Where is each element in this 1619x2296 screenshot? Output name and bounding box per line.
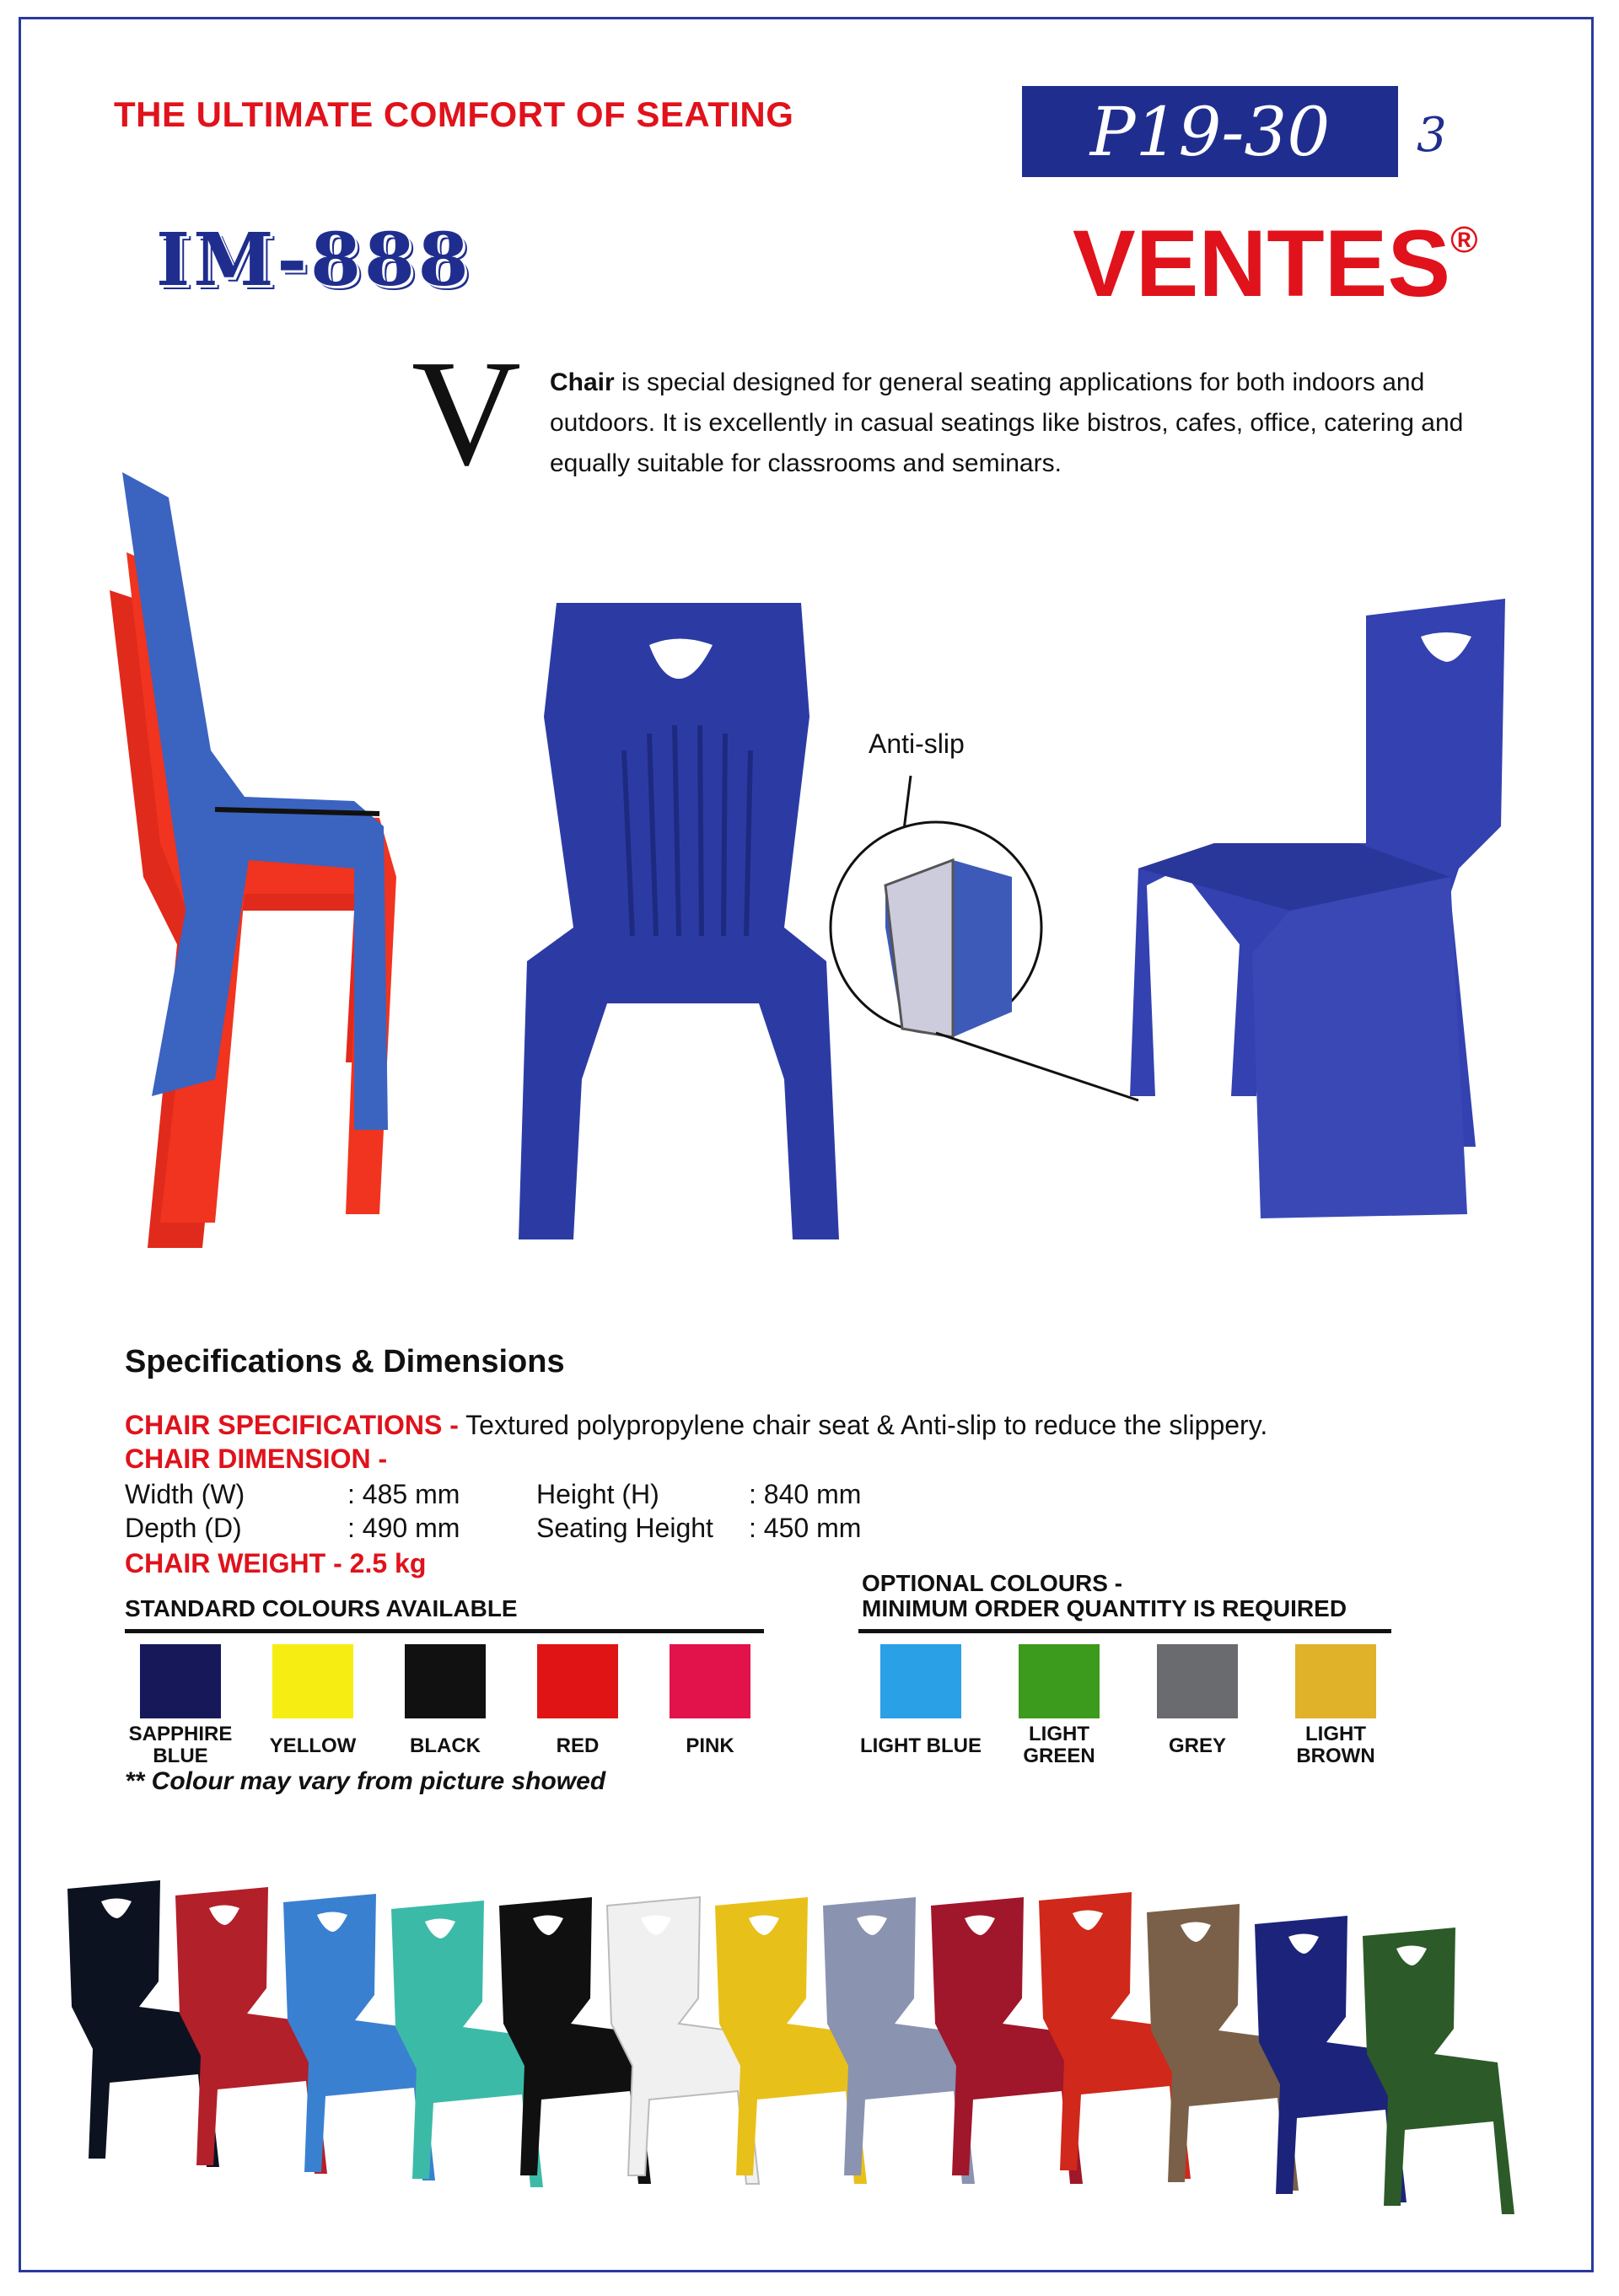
colour-swatch	[1157, 1644, 1238, 1718]
optional-colours-rule	[858, 1629, 1391, 1633]
colour-label	[382, 1735, 508, 1757]
width-label: Width (W)	[125, 1479, 245, 1509]
colour-swatch	[405, 1644, 486, 1718]
spec-value: Textured polypropylene chair seat & Anti-slip to reduce the slippery.	[465, 1410, 1268, 1440]
spec-line	[125, 1410, 1267, 1441]
product-code-box	[1022, 86, 1398, 177]
colour-swatch	[140, 1644, 221, 1718]
colour-swatch	[1019, 1644, 1100, 1718]
colour-label-line: PINK	[686, 1734, 734, 1757]
drop-cap: V	[411, 329, 521, 497]
product-code-suffix: 3	[1417, 108, 1447, 163]
stacked-chairs-image	[101, 472, 489, 1256]
colour-label	[1272, 1723, 1399, 1767]
row-chair	[1363, 1928, 1514, 2214]
side-view-chair-image	[1113, 590, 1518, 1231]
chair-weight: CHAIR WEIGHT - 2.5 kg	[125, 1548, 427, 1578]
front-view-chair-image	[506, 599, 860, 1248]
optional-colours-title: OPTIONAL COLOURS -	[862, 1570, 1123, 1596]
colour-label-line: LIGHT	[1305, 1723, 1366, 1745]
colour-swatch	[272, 1644, 353, 1718]
colour-note: ** Colour may vary from picture showed	[125, 1767, 606, 1795]
side-chair-leg	[1252, 877, 1467, 1218]
seat-height-value: : 450 mm	[749, 1513, 862, 1543]
model-number: IM-888	[156, 218, 472, 303]
colour-label	[647, 1735, 773, 1757]
specifications-title: Specifications & Dimensions	[125, 1344, 565, 1379]
optional-colours-subtitle: MINIMUM ORDER QUANTITY IS REQUIRED	[862, 1595, 1347, 1621]
height-label: Height (H)	[536, 1479, 659, 1509]
colour-label-line: GREEN	[1023, 1745, 1095, 1767]
colour-swatch	[670, 1644, 750, 1718]
anti-slip-label: Anti-slip	[869, 729, 965, 759]
depth-value: : 490 mm	[347, 1513, 460, 1543]
colour-label-line: LIGHT BLUE	[860, 1734, 982, 1757]
width-value: : 485 mm	[347, 1479, 460, 1509]
product-code: P19-30	[1089, 92, 1331, 171]
seat-height-label: Seating Height	[536, 1513, 713, 1543]
colour-label-line: BROWN	[1296, 1745, 1375, 1767]
depth-label: Depth (D)	[125, 1513, 242, 1543]
colour-label-line: SAPPHIRE	[128, 1723, 233, 1745]
colour-label-line: LIGHT	[1029, 1723, 1089, 1745]
colour-label	[996, 1723, 1122, 1767]
spec-label: CHAIR SPECIFICATIONS -	[125, 1410, 459, 1440]
height-value: : 840 mm	[749, 1479, 862, 1509]
intro-lead: Chair	[550, 368, 615, 396]
tagline: THE ULTIMATE COMFORT OF SEATING	[114, 94, 794, 134]
colour-label	[117, 1723, 244, 1767]
colour-label	[514, 1735, 641, 1757]
colour-label-line: GREY	[1168, 1734, 1226, 1757]
standard-colours-title: STANDARD COLOURS AVAILABLE	[125, 1595, 518, 1621]
standard-colours-rule	[125, 1629, 764, 1633]
colour-swatch	[1295, 1644, 1376, 1718]
colour-label-line: BLACK	[410, 1734, 481, 1757]
colour-label-line: BLUE	[153, 1745, 208, 1767]
callout-pointer	[936, 1033, 1138, 1100]
registered-mark: ®	[1450, 219, 1478, 261]
colour-label	[858, 1735, 984, 1757]
colour-swatch	[880, 1644, 961, 1718]
colour-label	[1134, 1735, 1261, 1757]
colour-label	[250, 1735, 376, 1757]
colour-label-line: YELLOW	[269, 1734, 357, 1757]
intro-text: is special designed for general seating applications for both indoors and outdoors. It is excellently in casual seatings like bistros, cafes, office, catering and equally suitable for classrooms and seminars.	[550, 368, 1464, 477]
colour-label-line: RED	[556, 1734, 600, 1757]
intro-paragraph	[550, 363, 1469, 484]
colour-swatch	[537, 1644, 618, 1718]
brand-name: VENTES	[1073, 211, 1451, 316]
brand-logo	[1073, 209, 1478, 318]
colour-chairs-row	[59, 1880, 1577, 2234]
dimension-label: CHAIR DIMENSION -	[125, 1444, 388, 1474]
